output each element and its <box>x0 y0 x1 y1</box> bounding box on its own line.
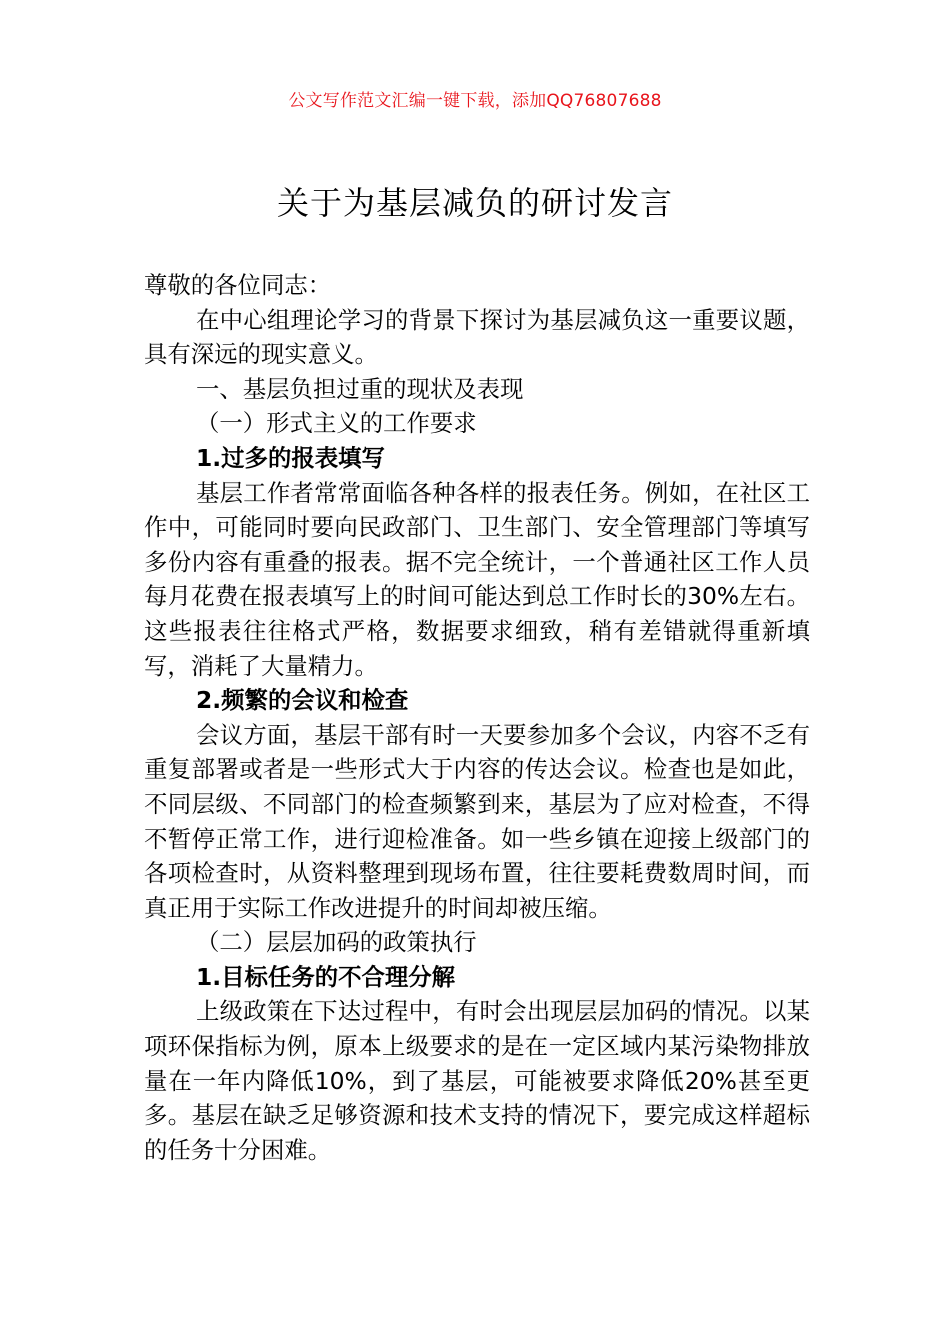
item-heading: 1.目标任务的不合理分解 <box>196 962 456 991</box>
paragraph: 会议方面，基层干部有时一天要参加多个会议，内容不乏有重复部署或者是一些形式大于内容的传达会议。检查也是如此，不同层级、不同部门的检查频繁到来，基层为了应对检查，不得不暂停正常工作，进行迎检准备。如一些乡镇在迎接上级部门的各项检查时，从资料整理到现场布置，往往要耗费数周时间，而真正用于实际工作改进提升的时间却被压缩。 <box>144 720 810 922</box>
document-title: 关于为基层减负的研讨发言 <box>276 184 673 222</box>
item-heading: 1.过多的报表填写 <box>196 443 385 472</box>
intro-paragraph: 在中心组理论学习的背景下探讨为基层减负这一重要议题，具有深远的现实意义。 <box>144 305 810 369</box>
subsection-heading: （一）形式主义的工作要求 <box>196 409 477 438</box>
item-heading: 2.频繁的会议和检查 <box>196 686 409 715</box>
download-banner: 公文写作范文汇编一键下载，添加QQ76807688 <box>288 91 662 111</box>
paragraph: 基层工作者常常面临各种各样的报表任务。例如，在社区工作中，可能同时要向民政部门、卫生部门、安全管理部门等填写多份内容有重叠的报表。据不完全统计，一个普通社区工作人员每月花费在报表填写上的时间可能达到总工作时长的30%左右。这些报表往往格式严格，数据要求细致，稍有差错就得重新填写，消耗了大量精力。 <box>144 478 810 680</box>
subsection-heading: （二）层层加码的政策执行 <box>196 928 477 957</box>
section-heading: 一、基层负担过重的现状及表现 <box>196 374 524 403</box>
salutation: 尊敬的各位同志： <box>144 271 332 299</box>
paragraph: 上级政策在下达过程中，有时会出现层层加码的情况。以某项环保指标为例，原本上级要求的是在一定区域内某污染物排放量在一年内降低10%，到了基层，可能被要求降低20%甚至更多。基层在缺乏足够资源和技术支持的情况下，要完成这样超标的任务十分困难。 <box>144 997 810 1164</box>
document-body <box>144 268 810 1167</box>
